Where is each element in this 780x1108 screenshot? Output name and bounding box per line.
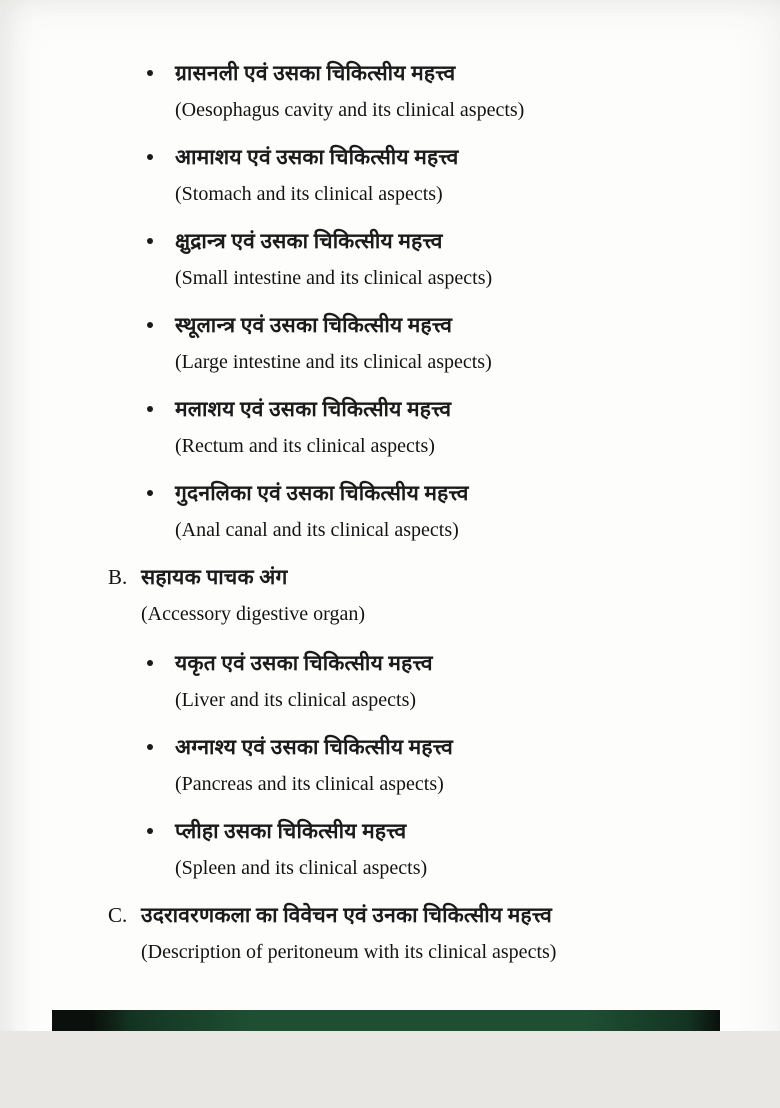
section-english-heading: (Accessory digestive organ) [141,603,366,625]
item-hindi-text: स्थूलान्त्र एवं उसका चिकित्सीय महत्त्व [175,313,453,337]
section-letter: B. [108,565,128,589]
list-item [147,816,740,882]
item-hindi-text: प्लीहा उसका चिकित्सीय महत्त्व [175,819,407,843]
item-english-text: (Small intestine and its clinical aspects) [175,267,493,289]
item-english-text: (Stomach and its clinical aspects) [175,183,443,205]
bullet-icon [147,238,153,244]
bullet-icon [147,744,153,750]
item-english-text: (Spleen and its clinical aspects) [175,857,428,879]
item-hindi-text: मलाशय एवं उसका चिकित्सीय महत्त्व [175,397,452,421]
item-hindi-text: यकृत एवं उसका चिकित्सीय महत्त्व [175,651,433,675]
item-hindi-text: अग्नाश्य एवं उसका चिकित्सीय महत्त्व [175,735,453,759]
item-english-text: (Rectum and its clinical aspects) [175,435,435,457]
section-c [108,900,740,966]
list-item [147,310,740,376]
bullet-icon [147,660,153,666]
bullet-icon [147,154,153,160]
bullet-icon [147,70,153,76]
footer-bar [52,1010,720,1031]
list-item [147,142,740,208]
item-english-text: (Large intestine and its clinical aspects) [175,351,492,373]
list-item [147,648,740,714]
list-item [147,732,740,798]
list-item [147,226,740,292]
item-hindi-text: क्षुद्रान्त्र एवं उसका चिकित्सीय महत्त्व [175,229,443,253]
list-item [147,394,740,460]
item-hindi-text: ग्रासनली एवं उसका चिकित्सीय महत्त्व [175,61,456,85]
section-b [108,562,740,882]
item-english-text: (Liver and its clinical aspects) [175,689,417,711]
page-bottom-strip [0,1031,780,1108]
section-letter: C. [108,903,128,927]
bullet-icon [147,490,153,496]
accessory-organ-list [108,648,740,882]
list-item [147,58,740,124]
bullet-icon [147,828,153,834]
section-hindi-heading: उदरावरणकला का विवेचन एवं उनका चिकित्सीय महत्त्व [141,903,553,927]
list-item [147,478,740,544]
digestive-tract-list [108,58,740,544]
item-english-text: (Anal canal and its clinical aspects) [175,519,459,541]
section-english-heading: (Description of peritoneum with its clinical aspects) [141,941,557,963]
item-english-text: (Pancreas and its clinical aspects) [175,773,444,795]
item-hindi-text: आमाशय एवं उसका चिकित्सीय महत्त्व [175,145,459,169]
item-english-text: (Oesophagus cavity and its clinical aspects) [175,99,525,121]
bullet-icon [147,322,153,328]
bullet-icon [147,406,153,412]
item-hindi-text: गुदनलिका एवं उसका चिकित्सीय महत्त्व [175,481,469,505]
section-hindi-heading: सहायक पाचक अंग [141,565,288,589]
